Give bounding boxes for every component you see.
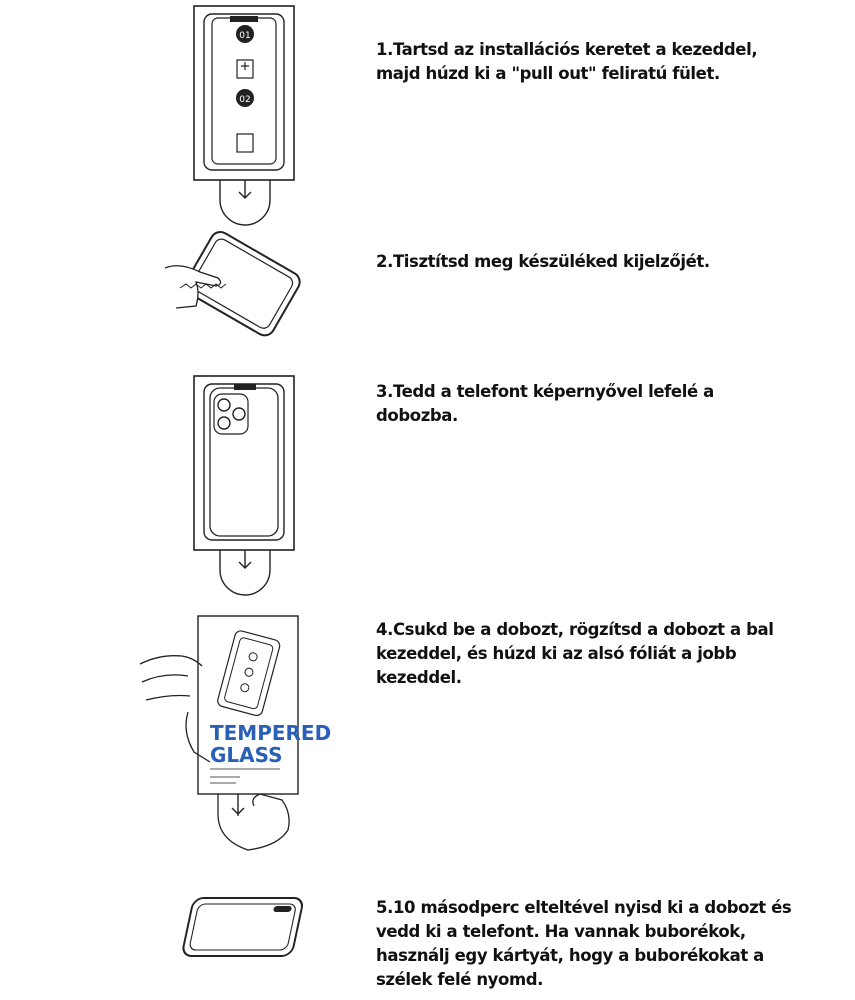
step-4-text: 4.Csukd be a dobozt, rögzítsd a dobozt a bal kezeddel, és húzd ki az alsó fóliát a jobb kezeddel. [376, 620, 774, 687]
step-5-text: 5.10 másodperc elteltével nyisd ki a dobozt és vedd ki a telefont. Ha vannak buborékok, használj egy kártyát, hogy a buborékokat a szélek felé nyomd. [376, 898, 792, 989]
svg-text:01: 01 [239, 31, 251, 41]
camera-module-icon [214, 394, 248, 434]
arrow-down-icon [232, 794, 244, 816]
right-hand-icon [218, 794, 289, 850]
step-3-illustration [190, 374, 300, 594]
step-2-text: 2.Tisztítsd meg készüléked kijelzőjét. [376, 252, 710, 271]
box-title-line1: TEMPERED [210, 721, 332, 745]
svg-text:02: 02 [239, 95, 251, 105]
arrow-down-icon [239, 550, 251, 568]
step-5-illustration [178, 888, 308, 968]
step-3-text: 3.Tedd a telefont képernyővel lefelé a dobozba. [376, 382, 714, 425]
step-1-illustration [190, 4, 300, 224]
step-1-text: 1.Tartsd az installációs keretet a kezeddel, majd húzd ki a "pull out" feliratú fület. [376, 40, 758, 83]
tempered-glass-box [198, 616, 298, 794]
box-title-line2: GLASS [210, 743, 283, 767]
step-4-illustration [138, 612, 332, 862]
step-2-illustration [160, 228, 300, 348]
arrow-down-icon [239, 180, 251, 198]
